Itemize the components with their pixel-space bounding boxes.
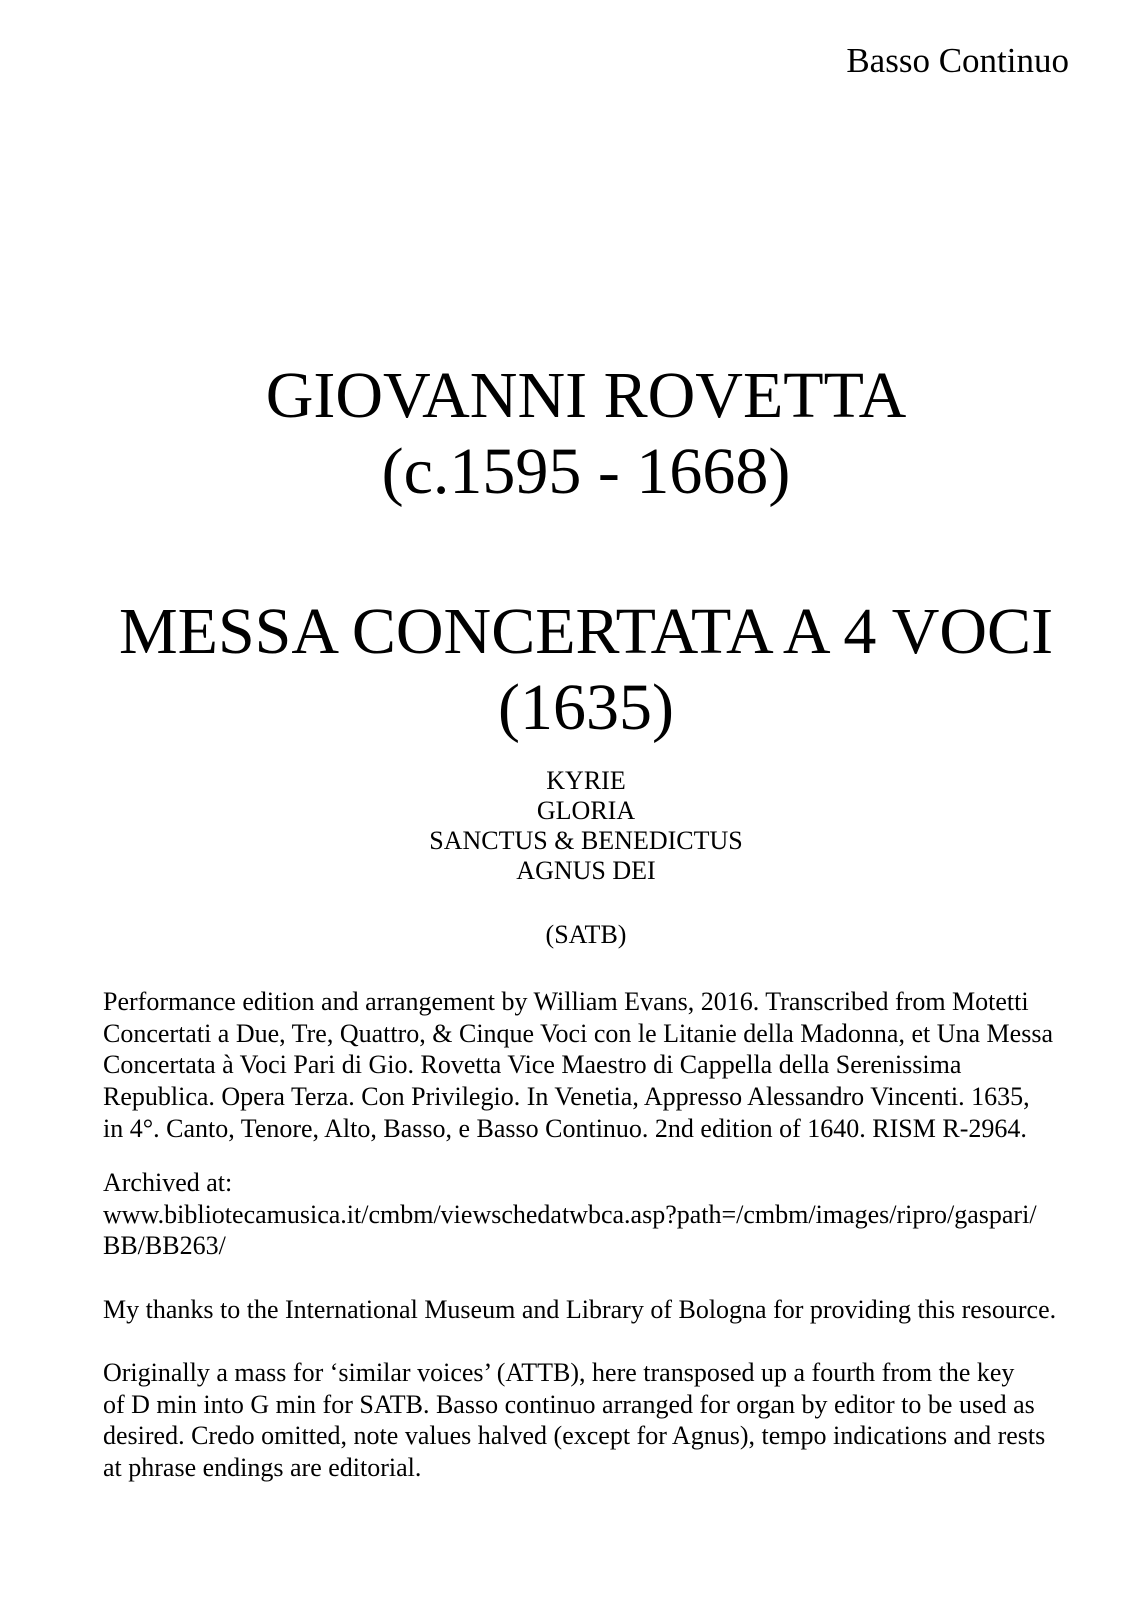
composer-name: GIOVANNI ROVETTA bbox=[265, 359, 907, 432]
composer-block bbox=[103, 358, 1069, 510]
text-line: in 4°. Canto, Tenore, Alto, Basso, e Basso Continuo. 2nd edition of 1640. RISM R-2964. bbox=[103, 1113, 1027, 1143]
text-line: BB/BB263/ bbox=[103, 1231, 226, 1261]
work-year: (1635) bbox=[498, 671, 674, 744]
thanks-note: My thanks to the International Museum and Library of Bologna for providing this resource. bbox=[103, 1295, 1057, 1324]
edition-note bbox=[103, 986, 1113, 1145]
movement-list bbox=[103, 766, 1069, 886]
text-line: Concertati a Due, Tre, Quattro, & Cinque Voci con le Litanie della Madonna, et Una Messa bbox=[103, 1018, 1053, 1048]
archive-label: Archived at: bbox=[103, 1168, 233, 1197]
text-line: GLORIA bbox=[536, 796, 636, 825]
archive-url bbox=[103, 1199, 1113, 1262]
text-line: of D min into G min for SATB. Basso continuo arranged for organ by editor to be used as bbox=[103, 1389, 1035, 1419]
text-line: SANCTUS & BENEDICTUS bbox=[429, 826, 743, 855]
work-block bbox=[103, 594, 1069, 746]
work-title: MESSA CONCERTATA A 4 VOCI bbox=[118, 595, 1054, 668]
text-line: Originally a mass for ‘similar voices’ (ATTB), here transposed up a fourth from the key bbox=[103, 1358, 1015, 1387]
editorial-note bbox=[103, 1357, 1113, 1484]
text-line: Republica. Opera Terza. Con Privilegio. In Venetia, Appresso Alessandro Vincenti. 1635, bbox=[103, 1082, 1030, 1112]
part-label: Basso Continuo bbox=[846, 41, 1069, 80]
text-line: AGNUS DEI bbox=[516, 856, 656, 885]
text-line: Concertata à Voci Pari di Gio. Rovetta Vice Maestro di Cappella della Serenissima bbox=[103, 1050, 962, 1080]
archive-block bbox=[103, 1167, 1113, 1262]
text-line: KYRIE bbox=[546, 766, 626, 795]
text-line: www.bibliotecamusica.it/cmbm/viewschedatwbca.asp?path=/cmbm/images/ripro/gaspari/ bbox=[103, 1199, 1037, 1229]
text-line: at phrase endings are editorial. bbox=[103, 1453, 422, 1483]
text-line: desired. Credo omitted, note values halved (except for Agnus), tempo indications and rests bbox=[103, 1421, 1046, 1451]
composer-dates: (c.1595 - 1668) bbox=[381, 435, 791, 508]
text-line: Performance edition and arrangement by William Evans, 2016. Transcribed from Motetti bbox=[103, 987, 1029, 1016]
voicing: (SATB) bbox=[545, 920, 627, 949]
